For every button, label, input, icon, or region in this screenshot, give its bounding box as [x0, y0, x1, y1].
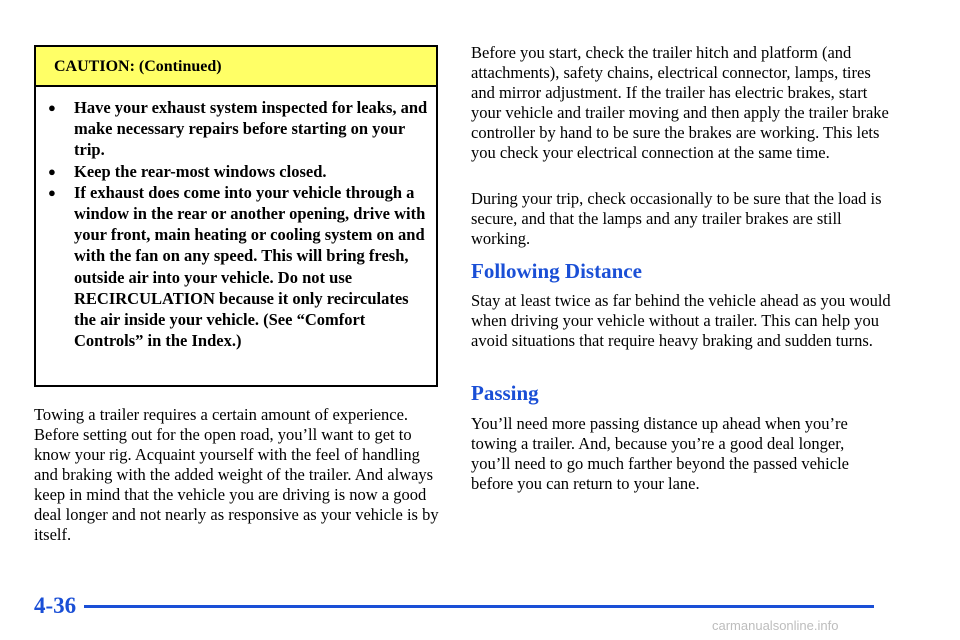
following-distance-paragraph: Stay at least twice as far behind the vehicle ahead as you would when driving your vehicle without a trailer. This can help you avoid situations that require heavy braking and sudden turns. — [471, 291, 891, 350]
bullet-icon: ● — [48, 100, 56, 115]
before-start-paragraph: Before you start, check the trailer hitch and platform (and attachments), safety chains, electrical connector, lamps, tires and mirror adjustment. If the trailer has electric brakes, start your vehicle and trailer moving and then apply the trailer brake controller by hand to be sure the brakes are working. This lets you check your electrical connection at the same time. — [471, 43, 889, 162]
footer-rule — [84, 605, 874, 608]
caution-item — [48, 97, 430, 161]
towing-paragraph: Towing a trailer requires a certain amount of experience. Before setting out for the open road, you’ll want to get to know your rig. Acquaint yourself with the feel of handling and braking with the added weight of the trailer. And always keep in mind that the vehicle you are driving is now a good deal longer and not nearly as responsive as your vehicle is by itself. — [34, 405, 439, 544]
caution-box — [34, 45, 438, 387]
passing-paragraph: You’ll need more passing distance up ahead when you’re towing a trailer. And, because you’re a good deal longer, you’ll need to go much farther beyond the passed vehicle before you can return to your lane. — [471, 414, 850, 493]
bullet-icon: ● — [48, 184, 56, 200]
during-trip-paragraph: During your trip, check occasionally to be sure that the load is secure, and that the lamps and any trailer brakes are still working. — [471, 189, 882, 248]
page-number: 4-36 — [34, 593, 77, 618]
heading-passing: Passing — [471, 381, 539, 405]
caution-header: CAUTION: (Continued) — [36, 47, 436, 87]
caution-item-text: Keep the rear-most windows closed. — [74, 161, 327, 181]
heading-following-distance: Following Distance — [471, 259, 642, 283]
caution-item-text: If exhaust does come into your vehicle through a window in the rear or another opening, drive with your front, main heating or cooling system on and with the fan on any speed. This will bring fresh, outside air into your vehicle. Do not use RECIRCULATION because it only recirculates the air inside your vehicle. (See “Comfort Controls” in the Index.) — [74, 182, 426, 351]
caution-item-text: Have your exhaust system inspected for leaks, and make necessary repairs before starting on your trip. — [74, 98, 428, 160]
caution-item — [48, 182, 430, 352]
bullet-icon: ● — [48, 163, 56, 179]
caution-list — [36, 87, 436, 351]
caution-item — [48, 161, 430, 182]
watermark: carmanualsonline.info — [712, 618, 839, 633]
